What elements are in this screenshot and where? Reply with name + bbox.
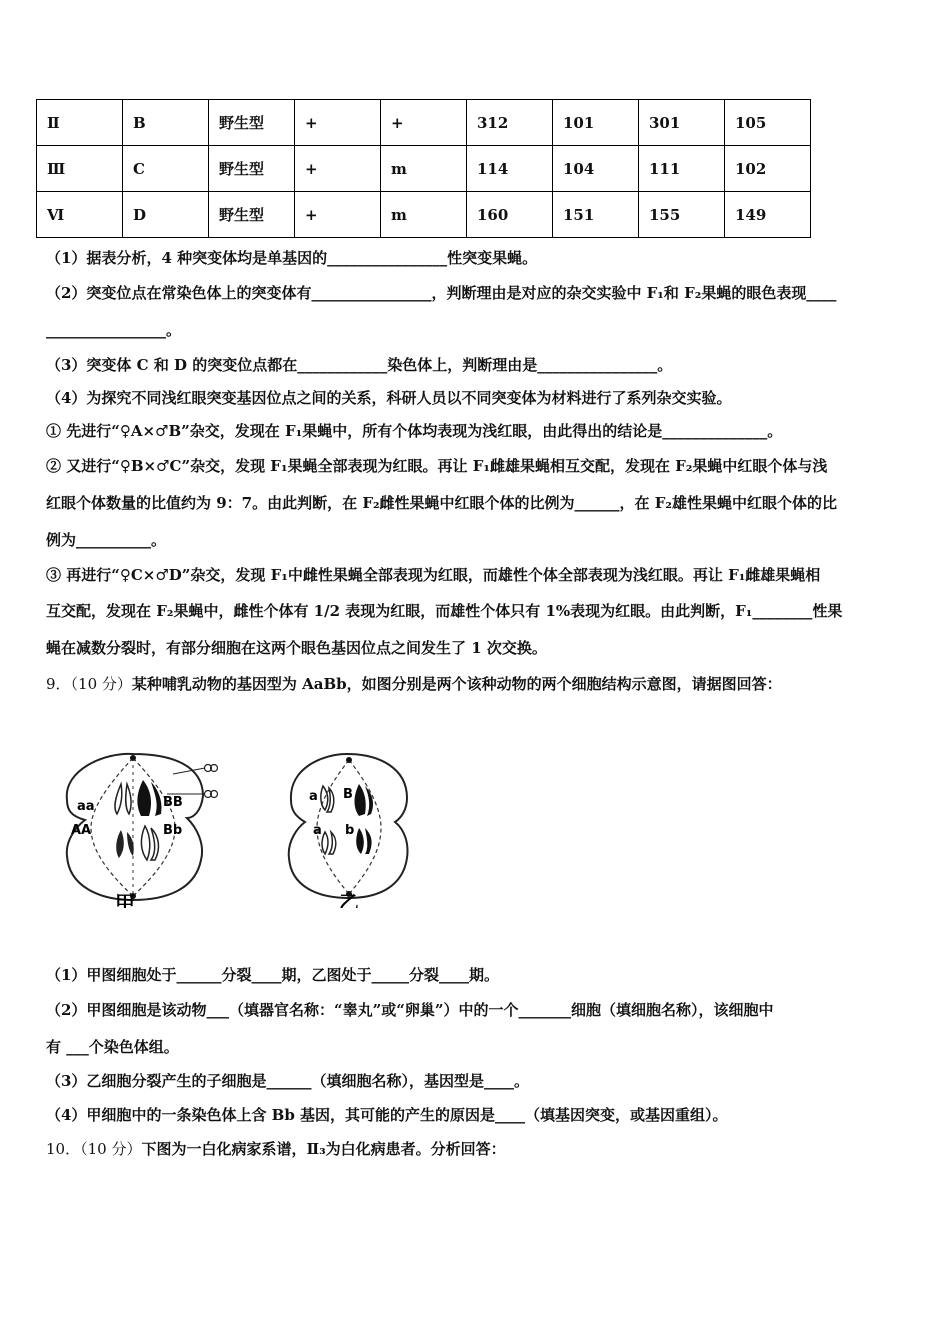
table-cell: 野生型 [209,192,295,238]
q8-step2-line3: 例为__________。 [46,531,167,549]
table-cell: + [295,146,381,192]
table-cell: 151 [553,192,639,238]
table-cell: 155 [639,192,725,238]
caption-jia: 甲 [115,891,135,908]
caption-yi: 乙 [339,891,359,908]
centrosome [130,755,136,761]
chromosome [137,780,151,816]
q10-stem-text: 下图为一白化病家系谱，Ⅱ₃为白化病患者。分析回答： [141,1140,506,1158]
q9-part3: （3）乙细胞分裂产生的子细胞是______（填细胞名称），基因型是____。 [46,1072,529,1090]
centrosome [346,757,352,763]
q9-part2-line2: 有 ___个染色体组。 [46,1038,179,1056]
table-cell: Ⅲ [37,146,123,192]
gene-label: b [345,823,355,838]
table-row [37,146,811,192]
q10-number: 10． [46,1140,81,1158]
table-cell: 105 [725,100,811,146]
chromosome [126,784,131,814]
table-cell: 114 [467,146,553,192]
q8-step1: ① 先进行“♀A×♂B”杂交，发现在 F₁果蝇中，所有个体均表现为浅红眼，由此得出的结论是______________。 [46,422,783,440]
gene-label: B [343,787,353,802]
gene-label: aa [77,799,95,814]
q9-part4: （4）甲细胞中的一条染色体上含 Bb 基因，其可能的产生的原因是____（填基因突变，或基因重组）。 [46,1106,728,1124]
q8-part3: （3）突变体 C 和 D 的突变位点都在____________染色体上，判断理由是________________。 [46,356,673,374]
cell-diagrams [55,748,435,908]
table-cell: C [123,146,209,192]
gene-label: a [313,823,322,838]
gene-label: Bb [163,823,183,838]
table-cell: D [123,192,209,238]
chromosome [151,782,162,816]
table-cell: 101 [553,100,639,146]
q8-part2-line2: ________________。 [46,321,182,339]
table-cell: + [381,100,467,146]
q8-part2-line1: （2）突变位点在常染色体上的突变体有________________，判断理由是对应的杂交实验中 F₁和 F₂果蝇的眼色表现____ [46,284,837,302]
table-cell: 301 [639,100,725,146]
table-cell: 149 [725,192,811,238]
table-cell: + [295,192,381,238]
table-cell: Ⅵ [37,192,123,238]
table-cell: 111 [639,146,725,192]
chromosome [355,784,366,816]
chromosome [356,828,364,854]
q8-step3-line1: ③ 再进行“♀C×♂D”杂交，发现 F₁中雌性果蝇全部表现为红眼，而雄性个体全部表现为浅红眼。再让 F₁雌雄果蝇相 [46,566,821,584]
table-cell: m [381,192,467,238]
chromosome [365,828,372,854]
table-cell: Ⅱ [37,100,123,146]
table-cell: B [123,100,209,146]
table-cell: 312 [467,100,553,146]
q9-score: （10 分） [70,675,132,693]
q8-step3-line3: 蝇在减数分裂时，有部分细胞在这两个眼色基因位点之间发生了 1 次交换。 [46,639,547,657]
chromosome [329,832,336,854]
gene-label: BB [163,795,183,810]
q9-stem-text: 某种哺乳动物的基因型为 AaBb，如图分别是两个该种动物的两个细胞结构示意图，请据图回答： [131,675,782,693]
table-row [37,192,811,238]
q8-step2-line1: ② 又进行“♀B×♂C”杂交，发现 F₁果蝇全部表现为红眼。再让 F₁雌雄果蝇相互交配，发现在 F₂果蝇中红眼个体与浅 [46,457,828,475]
table-cell: 160 [467,192,553,238]
table-cell: 102 [725,146,811,192]
cross-results-table [36,99,811,238]
chromosome [322,832,328,854]
q9-number: 9． [46,675,71,693]
table-cell: 104 [553,146,639,192]
table-cell: m [381,146,467,192]
chromosome [116,830,124,858]
spindle-fiber [91,758,133,896]
q8-part1: （1）据表分析，4 种突变体均是单基因的________________性突变果蝇。 [46,249,538,267]
pointer-line [173,768,205,774]
q9-stem [46,674,782,694]
cell-diagram-figure [55,748,435,912]
table-cell: 野生型 [209,100,295,146]
chromosome [115,784,122,814]
cell-jia [67,754,218,908]
table-row [37,100,811,146]
q8-step2-line2: 红眼个体数量的比值约为 9：7。由此判断，在 F₂雌性果蝇中红眼个体的比例为______，在 F₂雄性果蝇中红眼个体的比 [46,494,837,512]
cell-yi [289,754,408,908]
gene-label: AA [71,823,92,838]
chromosome [151,828,158,860]
q8-part4: （4）为探究不同浅红眼突变基因位点之间的关系，科研人员以不同突变体为材料进行了系列杂交实验。 [46,389,732,407]
table-cell: + [295,100,381,146]
chromosome [141,826,149,860]
q10-score: （10 分） [80,1140,142,1158]
q10-stem [46,1139,506,1159]
q9-part1: （1）甲图细胞处于______分裂____期，乙图处于_____分裂____期。 [46,966,499,984]
q8-step3-line2: 互交配，发现在 F₂果蝇中，雌性个体有 1/2 表现为红眼，而雄性个体只有 1%表现为红眼。由此判断，F₁________性果 [46,602,843,620]
table-cell: 野生型 [209,146,295,192]
q9-part2-line1: （2）甲图细胞是该动物___（填器官名称：“睾丸”或“卵巢”）中的一个_______细胞（填细胞名称），该细胞中 [46,1001,774,1019]
gene-label: a [309,789,318,804]
